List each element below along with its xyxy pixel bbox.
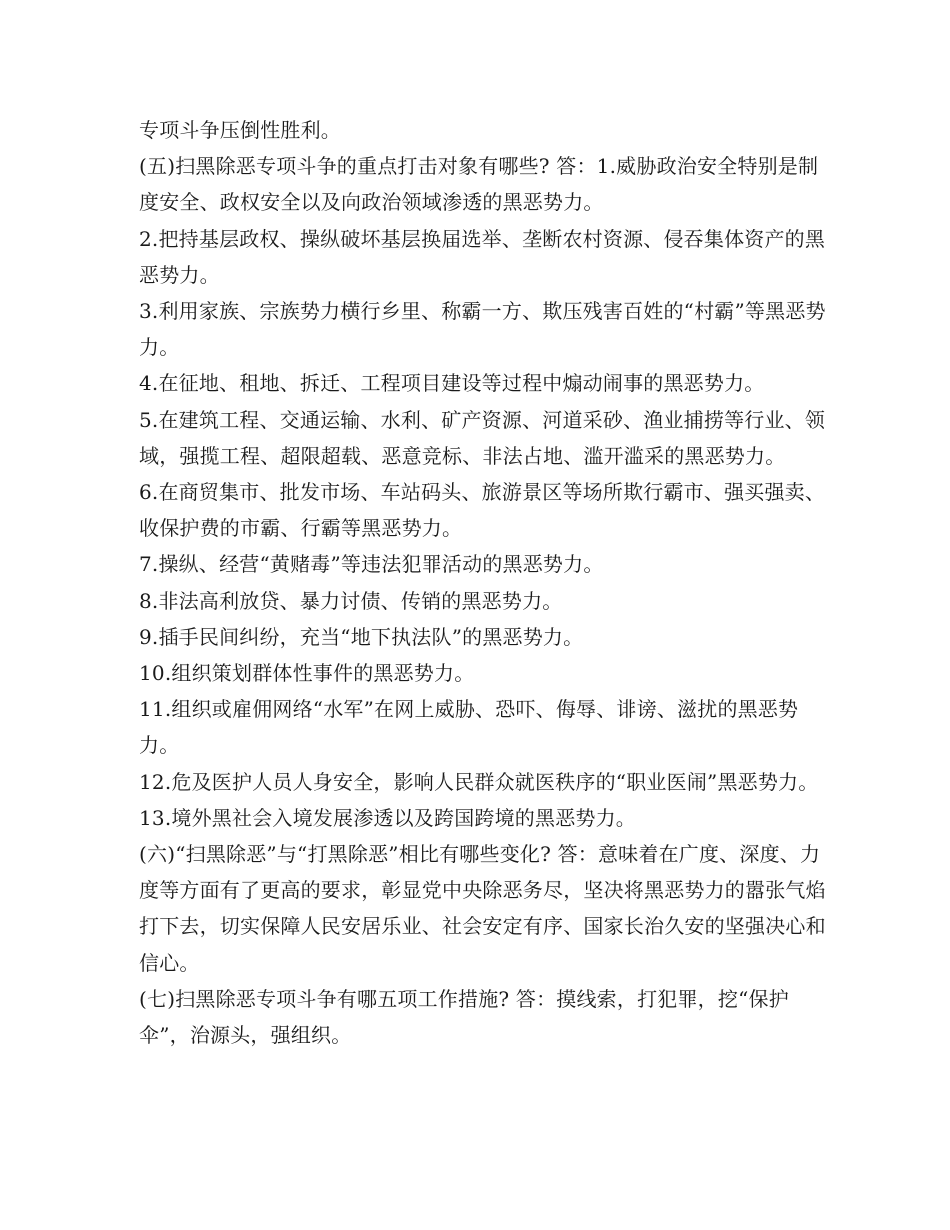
paragraph-item-11: 11.组织或雇佣网络“水军”在网上威胁、恐吓、侮辱、诽谤、滋扰的黑恶势力。 xyxy=(139,697,799,758)
paragraph-item-5: 5.在建筑工程、交通运输、水利、矿产资源、河道采砂、渔业捕捞等行业、领域，强揽工程、超限超载、恶意竞标、非法占地、滥开滥采的黑恶势力。 xyxy=(139,407,826,468)
paragraph-item-8: 8.非法高利放贷、暴力讨债、传销的黑恶势力。 xyxy=(139,588,563,613)
paragraph-question-5: (五)扫黑除恶专项斗争的重点打击对象有哪些? 答：1.威胁政治安全特别是制度安全、政权安全以及向政治领域渗透的黑恶势力。 xyxy=(139,154,819,215)
paragraph-item-3: 3.利用家族、宗族势力横行乡里、称霸一方、欺压残害百姓的“村霸”等黑恶势力。 xyxy=(139,299,826,360)
paragraph-item-12: 12.危及医护人员人身安全，影响人民群众就医秩序的“职业医闹”黑恶势力。 xyxy=(139,769,819,794)
paragraph-item-6: 6.在商贸集市、批发市场、车站码头、旅游景区等场所欺行霸市、强买强卖、收保护费的市霸、行霸等黑恶势力。 xyxy=(139,480,826,541)
paragraph-question-6: (六)“扫黑除恶”与“打黑除恶”相比有哪些变化? 答：意味着在广度、深度、力度等方面有了更高的要求，彰显党中央除恶务尽，坚决将黑恶势力的嚣张气焰打下去，切实保障人民安居乐业、社会安定有序、国家长治久安的坚强决心和信心。 xyxy=(139,842,826,975)
paragraph-intro-end: 专项斗争压倒性胜利。 xyxy=(139,118,341,142)
paragraph-item-9: 9.插手民间纠纷，充当“地下执法队”的黑恶势力。 xyxy=(139,624,584,649)
paragraph-item-7: 7.操纵、经营“黄赌毒”等违法犯罪活动的黑恶势力。 xyxy=(139,552,604,577)
paragraph-item-4: 4.在征地、租地、拆迁、工程项目建设等过程中煽动闹事的黑恶势力。 xyxy=(139,371,765,396)
paragraph-question-7: (七)扫黑除恶专项斗争有哪五项工作措施? 答：摸线索，打犯罪，挖“保护伞”，治源头，强组织。 xyxy=(139,986,789,1048)
paragraph-item-10: 10.组织策划群体性事件的黑恶势力。 xyxy=(139,661,475,686)
document-body xyxy=(139,112,829,1053)
paragraph-item-13: 13.境外黑社会入境发展渗透以及跨国跨境的黑恶势力。 xyxy=(139,805,637,830)
paragraph-item-2: 2.把持基层政权、操纵破坏基层换届选举、垄断农村资源、侵吞集体资产的黑恶势力。 xyxy=(139,226,826,287)
